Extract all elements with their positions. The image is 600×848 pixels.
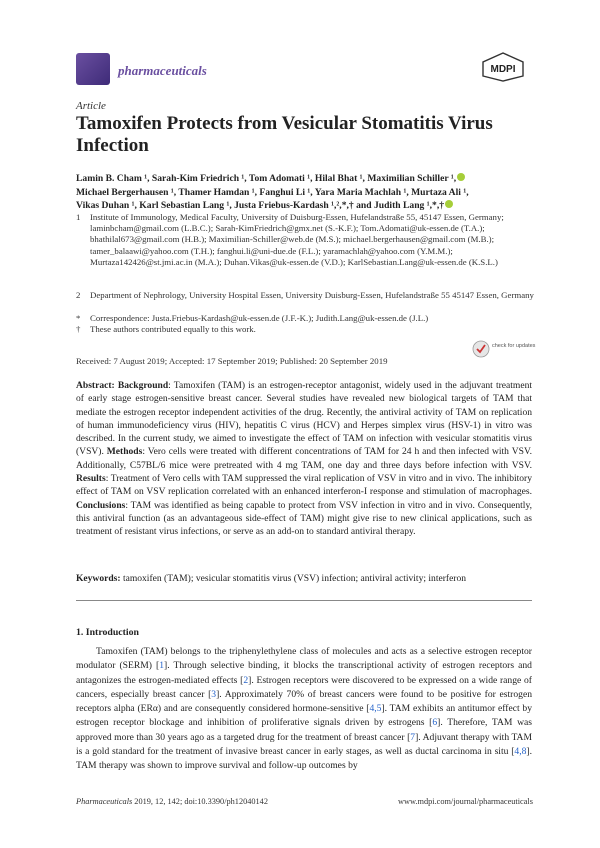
mdpi-label: MDPI — [490, 64, 516, 75]
affiliation-mark: 2 — [76, 290, 81, 300]
journal-name[interactable]: pharmaceuticals — [118, 63, 207, 78]
conclusions-label: Conclusions — [76, 499, 126, 511]
body-text: ]. Approximately 70% of breast cancers were found to be positive for estrogen receptors alpha (ERα) and are consequently considered hormone-sensitive [ — [76, 688, 532, 714]
body-text: ]. Estrogen receptors were discovered to be expressed on a wide range of cancers, especially breast cancer [ — [76, 674, 532, 700]
affiliation-1 — [76, 212, 536, 268]
body-text: ]. Therefore, TAM was approved more than 30 years ago as a targeted drug for the treatment of breast cancer [ — [76, 717, 533, 743]
mdpi-logo — [480, 52, 526, 82]
article-title: Tamoxifen Protects from Vesicular Stomatitis Virus Infection — [76, 113, 493, 156]
citation-link[interactable]: 7 — [410, 731, 416, 743]
check-for-updates-badge[interactable] — [472, 339, 536, 359]
affiliation-text: Institute of Immunology, Medical Faculty, University of Duisburg-Essen, Hufelandstraße 55, 45147 Essen, Germany; laminbcham@gmail.com (L.B.C.); Sarah-KimFriedrich@gmx.net (S.-K.F.); Tom.Adomati@uk-essen.de (T.A.); bhathilal673@gmail.com (H.B.); Maximilian-Schiller@web.de (M.S.); michael.bergerhausen@gmail.com (M.B.); tamer_balaawi@yahoo.com (T.H.); fanghui.li@uni-due.de (F.L.); yaramachlah@yahoo.com (Y.M.M.); Murtaza142426@st.jmi.ac.in (M.A.); Duhan.Vikas@uk-essen.de (V.D.); KarlSebastian.Lang@uk-essen.de (K.S.L.) — [90, 212, 504, 267]
introduction-paragraph — [76, 645, 532, 773]
equal-contribution-note — [76, 324, 536, 335]
affiliation-mark: * — [76, 313, 81, 323]
body-text: ]. TAM therapy was shown to improve survival and follow-up outcomes by — [76, 745, 532, 771]
article-type: Article — [76, 100, 106, 112]
author-list — [76, 172, 532, 213]
abstract: Abstract: Background: Tamoxifen (TAM) is an estrogen-receptor antagonist, widely used in the adjuvant treatment of early stage estrogen-sensitive breast cancer. Several studies have revealed new biological targets of TAM that mediate the estrogen receptor independent activities of the drug. Recently, the antiviral activity of TAM on replication of human immunodeficiency virus (HIV), hepatitis C virus (HCV) and Herpes simplex virus (HSV-1) in vitro was described. In the current study, we aimed to investigate the effect of TAM on infection with vesicular stomatitis virus (VSV). Methods: Vero cells were treated with different concentrations of TAM for 24 h and then infected with VSV. Additionally, C57BL/6 mice were pretreated with 4 mg TAM, one day and three days before infection with VSV. Results: Treatment of Vero cells with TAM suppressed the viral replication of VSV in vitro and in vivo. The inhibitory effect of TAM on VSV replication correlated with an enhanced interferon-I response and stimulation of macrophages. Conclusions: TAM was identified as being capable to protect from VSV infection in vitro and in vivo. Consequently, this antiviral function (as an advantageous side-effect of TAM) might give rise to new clinical applications, such as treatment of resistant virus infections, or serve as an add-on to standard antiviral therapy. — [76, 380, 533, 538]
citation-link[interactable]: 3 — [211, 688, 217, 700]
background-label: Background — [117, 380, 169, 391]
keywords-label: Keywords: — [76, 573, 121, 584]
orcid-icon[interactable] — [457, 173, 465, 181]
affiliation-mark: † — [76, 324, 81, 334]
body-text: Tamoxifen (TAM) belongs to the triphenylethylene class of molecules and acts as a selective estrogen receptor modulator (SERM) [ — [76, 646, 532, 672]
affiliation-2 — [76, 290, 536, 301]
citation-link[interactable]: 6 — [432, 717, 438, 729]
citation-link[interactable]: 4,5 — [369, 703, 382, 714]
affiliation-text: Department of Nephrology, University Hospital Essen, University Duisburg-Essen, Hufelandstraße 55 45147 Essen, Germany — [90, 290, 534, 300]
citation-link[interactable]: 4,8 — [514, 745, 527, 757]
abstract-label: Abstract: — [76, 380, 115, 391]
results-label: Results — [76, 473, 106, 485]
author-line: Vikas Duhan ¹, Karl Sebastian Lang ¹, Justa Friebus-Kardash ¹,²,*,† and Judith Lang ¹,*,† — [76, 199, 532, 213]
footer-url[interactable]: www.mdpi.com/journal/pharmaceuticals — [398, 797, 533, 806]
affiliation-mark: 1 — [76, 212, 81, 222]
correspondence — [76, 313, 536, 324]
section-heading: 1. Introduction — [76, 627, 139, 638]
author-line: Lamin B. Cham ¹, Sarah-Kim Friedrich ¹, Tom Adomati ¹, Hilal Bhat ¹, Maximilian Schiller ¹, — [76, 172, 532, 186]
journal-logo — [76, 53, 110, 85]
author-line: Michael Bergerhausen ¹, Thamer Hamdan ¹, Fanghui Li ¹, Yara Maria Machlah ¹, Murtaza Ali ¹, — [76, 186, 469, 198]
methods-label: Methods — [106, 446, 143, 458]
body-text: ]. TAM exhibits an antitumor effect by estrogen receptor blockage and inhibition of proliferative signals driven by estrogens [ — [76, 703, 532, 729]
footer-citation: Pharmaceuticals 2019, 12, 142; doi:10.3390/ph12040142 — [76, 797, 268, 806]
orcid-icon[interactable] — [445, 200, 453, 208]
citation-link[interactable]: 2 — [243, 674, 249, 686]
body-text: ]. Through selective binding, it blocks the transcriptional activity of estrogen receptors and antagonizes the estrogen-mediated effects [ — [76, 660, 532, 686]
affiliation-text: Correspondence: Justa.Friebus-Kardash@uk-essen.de (J.F.-K.); Judith.Lang@uk-essen.de (J.L.) — [90, 313, 429, 323]
body-text: ]. Adjuvant therapy with TAM is a gold standard for the treatment of invasive breast cancer in early stages, as well as ductal carcinoma in situ [ — [76, 731, 533, 757]
publication-dates: Received: 7 August 2019; Accepted: 17 September 2019; Published: 20 September 2019 — [76, 356, 388, 366]
citation-link[interactable]: 1 — [159, 660, 165, 672]
divider — [76, 600, 532, 601]
check-label: check for updates — [492, 343, 536, 349]
affiliation-text: These authors contributed equally to this work. — [90, 324, 256, 334]
keywords: Keywords: tamoxifen (TAM); vesicular stomatitis virus (VSV) infection; antiviral activity; interferon — [76, 573, 467, 584]
